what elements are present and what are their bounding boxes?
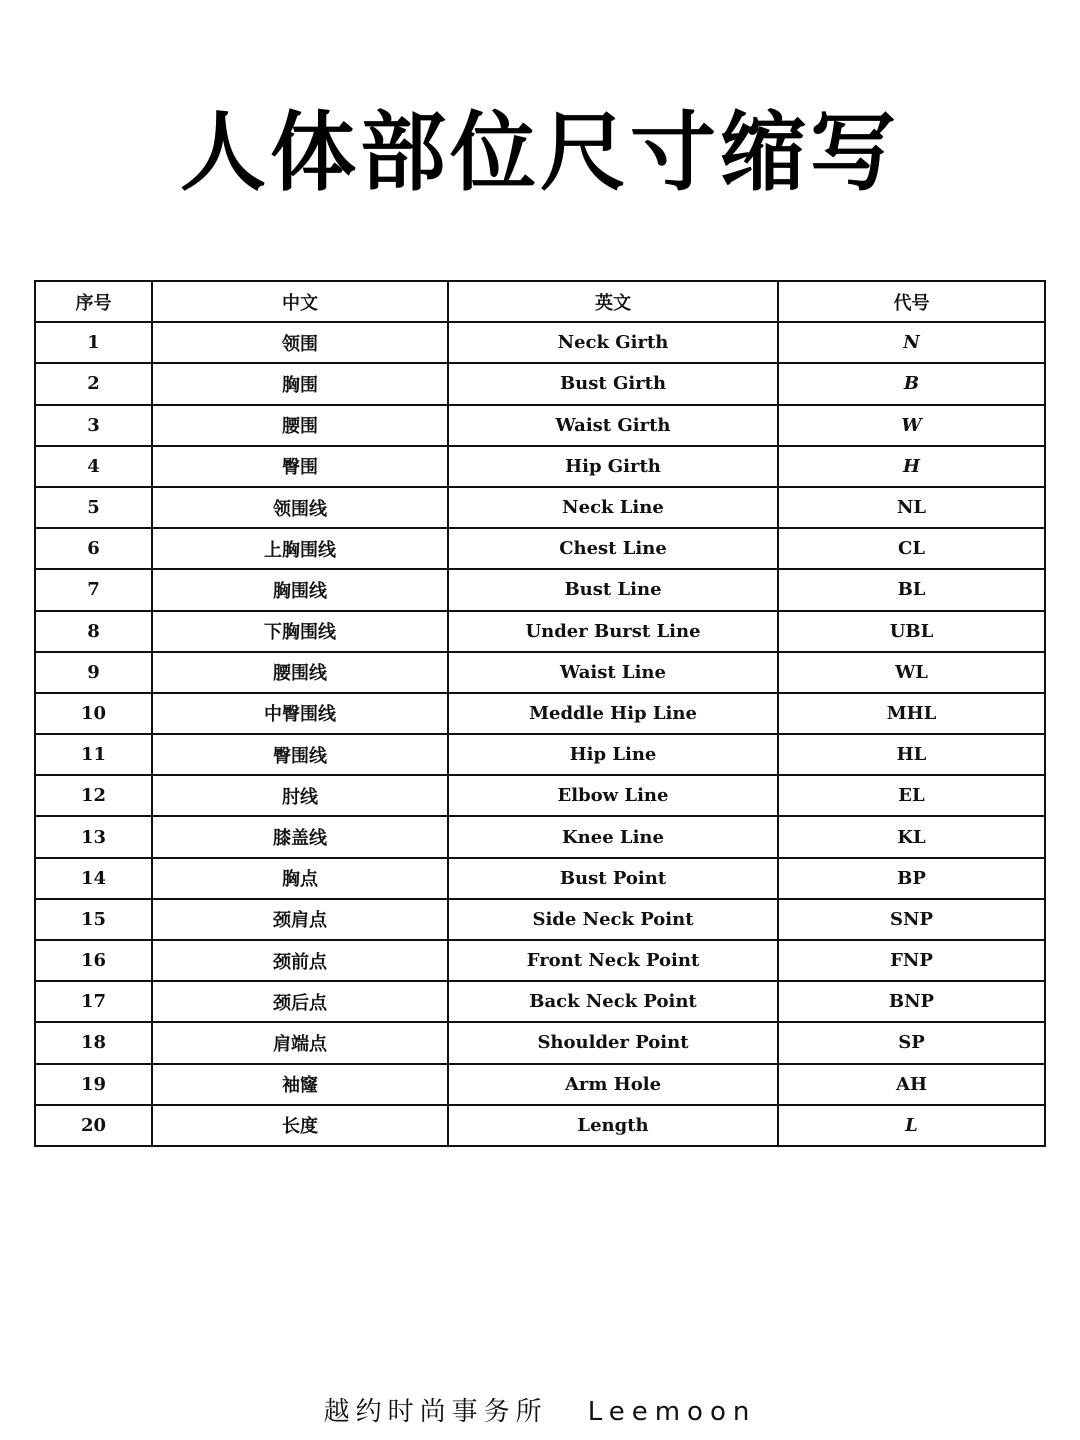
table-row <box>35 569 1045 610</box>
cell-number: 3 <box>35 405 152 446</box>
header-number: 序号 <box>35 281 152 322</box>
cell-chinese: 袖窿 <box>152 1064 448 1105</box>
header-english: 英文 <box>448 281 778 322</box>
cell-code: CL <box>778 528 1045 569</box>
cell-code: NL <box>778 487 1045 528</box>
cell-english: Bust Line <box>448 569 778 610</box>
cell-number: 12 <box>35 775 152 816</box>
cell-english: Side Neck Point <box>448 899 778 940</box>
header-code: 代号 <box>778 281 1045 322</box>
cell-code: AH <box>778 1064 1045 1105</box>
table-row <box>35 858 1045 899</box>
cell-english: Under Burst Line <box>448 611 778 652</box>
cell-chinese: 臀围 <box>152 446 448 487</box>
cell-chinese: 腰围线 <box>152 652 448 693</box>
cell-english: Front Neck Point <box>448 940 778 981</box>
cell-code: SNP <box>778 899 1045 940</box>
cell-code: KL <box>778 816 1045 857</box>
cell-number: 11 <box>35 734 152 775</box>
table-row <box>35 405 1045 446</box>
cell-number: 13 <box>35 816 152 857</box>
cell-code: W <box>778 405 1045 446</box>
cell-chinese: 臀围线 <box>152 734 448 775</box>
cell-english: Bust Girth <box>448 363 778 404</box>
cell-number: 14 <box>35 858 152 899</box>
table-row <box>35 816 1045 857</box>
cell-english: Shoulder Point <box>448 1022 778 1063</box>
abbreviation-table <box>34 280 1046 1147</box>
cell-number: 9 <box>35 652 152 693</box>
cell-chinese: 膝盖线 <box>152 816 448 857</box>
cell-english: Neck Girth <box>448 322 778 363</box>
footer <box>0 1390 1080 1434</box>
cell-english: Waist Girth <box>448 405 778 446</box>
cell-english: Meddle Hip Line <box>448 693 778 734</box>
cell-number: 5 <box>35 487 152 528</box>
cell-number: 2 <box>35 363 152 404</box>
cell-number: 4 <box>35 446 152 487</box>
cell-code: BNP <box>778 981 1045 1022</box>
cell-code: WL <box>778 652 1045 693</box>
cell-number: 15 <box>35 899 152 940</box>
cell-number: 19 <box>35 1064 152 1105</box>
brand-name: Leemoon <box>587 1397 757 1427</box>
table-row <box>35 528 1045 569</box>
table-row <box>35 652 1045 693</box>
cell-code: BL <box>778 569 1045 610</box>
cell-code: N <box>778 322 1045 363</box>
cell-chinese: 上胸围线 <box>152 528 448 569</box>
table-row <box>35 611 1045 652</box>
cell-english: Waist Line <box>448 652 778 693</box>
cell-number: 6 <box>35 528 152 569</box>
cell-english: Length <box>448 1105 778 1146</box>
cell-english: Back Neck Point <box>448 981 778 1022</box>
cell-code: FNP <box>778 940 1045 981</box>
cell-chinese: 长度 <box>152 1105 448 1146</box>
cell-code: H <box>778 446 1045 487</box>
cell-chinese: 下胸围线 <box>152 611 448 652</box>
cell-code: BP <box>778 858 1045 899</box>
studio-name: 越约时尚事务所 <box>323 1397 548 1427</box>
table-row <box>35 1105 1045 1146</box>
cell-code: L <box>778 1105 1045 1146</box>
cell-english: Arm Hole <box>448 1064 778 1105</box>
cell-chinese: 肩端点 <box>152 1022 448 1063</box>
cell-number: 8 <box>35 611 152 652</box>
cell-chinese: 颈前点 <box>152 940 448 981</box>
table-row <box>35 734 1045 775</box>
cell-number: 17 <box>35 981 152 1022</box>
cell-chinese: 中臀围线 <box>152 693 448 734</box>
cell-number: 18 <box>35 1022 152 1063</box>
table-body <box>35 322 1045 1146</box>
cell-number: 1 <box>35 322 152 363</box>
cell-chinese: 颈后点 <box>152 981 448 1022</box>
table-row <box>35 899 1045 940</box>
cell-code: EL <box>778 775 1045 816</box>
cell-english: Hip Line <box>448 734 778 775</box>
table-row <box>35 981 1045 1022</box>
table-header-row <box>35 281 1045 322</box>
cell-english: Neck Line <box>448 487 778 528</box>
cell-english: Knee Line <box>448 816 778 857</box>
cell-chinese: 胸点 <box>152 858 448 899</box>
cell-chinese: 胸围线 <box>152 569 448 610</box>
table-row <box>35 940 1045 981</box>
cell-chinese: 领围 <box>152 322 448 363</box>
cell-code: SP <box>778 1022 1045 1063</box>
cell-english: Chest Line <box>448 528 778 569</box>
table-row <box>35 775 1045 816</box>
cell-chinese: 肘线 <box>152 775 448 816</box>
cell-number: 10 <box>35 693 152 734</box>
table-row <box>35 1064 1045 1105</box>
table-row <box>35 446 1045 487</box>
table-row <box>35 1022 1045 1063</box>
table-row <box>35 487 1045 528</box>
page-title: 人体部位尺寸缩写 <box>180 103 900 203</box>
cell-code: B <box>778 363 1045 404</box>
cell-chinese: 胸围 <box>152 363 448 404</box>
table-row <box>35 693 1045 734</box>
cell-code: MHL <box>778 693 1045 734</box>
cell-english: Elbow Line <box>448 775 778 816</box>
cell-code: HL <box>778 734 1045 775</box>
header-chinese: 中文 <box>152 281 448 322</box>
table-row <box>35 322 1045 363</box>
cell-english: Bust Point <box>448 858 778 899</box>
cell-chinese: 腰围 <box>152 405 448 446</box>
cell-chinese: 领围线 <box>152 487 448 528</box>
table-row <box>35 363 1045 404</box>
cell-english: Hip Girth <box>448 446 778 487</box>
cell-code: UBL <box>778 611 1045 652</box>
cell-number: 16 <box>35 940 152 981</box>
cell-number: 20 <box>35 1105 152 1146</box>
cell-number: 7 <box>35 569 152 610</box>
cell-chinese: 颈肩点 <box>152 899 448 940</box>
